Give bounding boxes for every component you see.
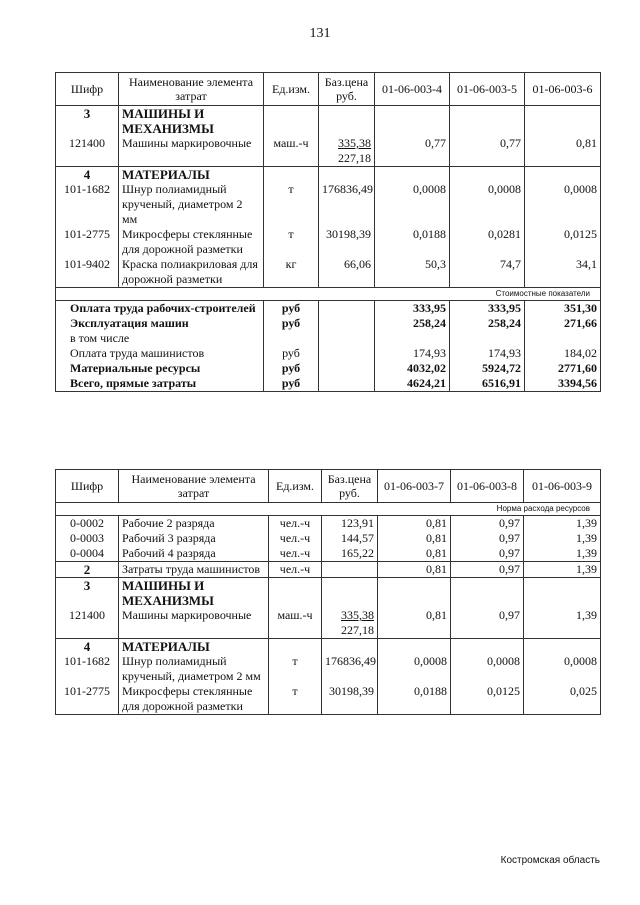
row-value-3: 34,1: [525, 257, 601, 288]
col-header-norm-2: 01-06-003-5: [450, 73, 525, 106]
table-row: [56, 257, 601, 288]
cost-value-2: 333,95: [450, 301, 525, 317]
row-value-2: 0,0281: [450, 227, 525, 257]
table-row: [56, 531, 601, 546]
row-unit: т: [269, 684, 322, 715]
col-header-norm-2: 01-06-003-8: [451, 470, 524, 503]
col-header-code: Шифр: [56, 73, 119, 106]
row-value-2: 0,0008: [450, 182, 525, 227]
table-row: [56, 684, 601, 715]
row-value-2: 0,97: [451, 608, 524, 639]
row-value-1: 0,0008: [378, 654, 451, 684]
row-price: 123,91: [322, 516, 378, 532]
cost-value-2: 5924,72: [450, 361, 525, 376]
table-row: [56, 227, 601, 257]
cost-unit: руб: [264, 316, 319, 346]
row-value-1: 0,0008: [375, 182, 450, 227]
cost-value-3: 2771,60: [525, 361, 601, 376]
row-code: 2: [56, 562, 119, 578]
row-value-1: 50,3: [375, 257, 450, 288]
section-title: МАТЕРИАЛЫ: [119, 167, 264, 183]
row-price: [319, 136, 375, 167]
col-header-name: Наименование элемента затрат: [119, 73, 264, 106]
col-header-norm-3: 01-06-003-9: [524, 470, 601, 503]
col-header-unit: Ед.изм.: [264, 73, 319, 106]
section-row: [56, 578, 601, 609]
section-row: [56, 639, 601, 655]
col-header-norm-3: 01-06-003-6: [525, 73, 601, 106]
section-code: 4: [56, 639, 119, 655]
cost-value-2: 6516,91: [450, 376, 525, 392]
col-header-norm-1: 01-06-003-7: [378, 470, 451, 503]
cost-row: [56, 346, 601, 361]
row-value-3: 0,0125: [525, 227, 601, 257]
table-header: [56, 470, 601, 503]
row-name: Рабочие 2 разряда: [119, 516, 269, 532]
row-value-1: 0,81: [378, 531, 451, 546]
section-title: МАШИНЫ И МЕХАНИЗМЫ: [119, 578, 269, 609]
table-row: [56, 608, 601, 639]
cost-value-3: 351,30: [525, 301, 601, 317]
price-top: 335,38: [341, 608, 374, 622]
cost-row: [56, 376, 601, 392]
row-value-2: 0,0008: [451, 654, 524, 684]
row-value-1: 0,81: [378, 562, 451, 578]
cost-value-3: 3394,56: [525, 376, 601, 392]
row-name: Машины маркировочные: [119, 608, 269, 639]
cost-name: Оплата труда рабочих-строителей: [56, 301, 264, 317]
cost-value-1: 333,95: [375, 301, 450, 317]
row-value-2: 0,0125: [451, 684, 524, 715]
row-value-3: 0,0008: [525, 182, 601, 227]
cost-unit: руб: [264, 301, 319, 317]
row-value-1: 0,81: [378, 608, 451, 639]
row-value-2: 0,97: [451, 562, 524, 578]
row-value-2: 0,77: [450, 136, 525, 167]
row-code: 0-0003: [56, 531, 119, 546]
row-name: Рабочий 3 разряда: [119, 531, 269, 546]
page-number: 131: [309, 26, 331, 41]
row-value-3: 1,39: [524, 562, 601, 578]
cost-value-2: 258,24: [450, 316, 525, 346]
row-unit: т: [269, 654, 322, 684]
price-top: 335,38: [338, 136, 371, 150]
row-code: 0-0004: [56, 546, 119, 562]
row-price: 176836,49: [319, 182, 375, 227]
section-code: 4: [56, 167, 119, 183]
cost-name-note: в том числе: [70, 331, 130, 345]
row-value-1: 0,81: [378, 546, 451, 562]
subheader: Норма расхода ресурсов: [56, 503, 601, 516]
col-header-name: Наименование элемента затрат: [119, 470, 269, 503]
col-header-code: Шифр: [56, 470, 119, 503]
row-unit: чел.-ч: [269, 531, 322, 546]
row-name: Машины маркировочные: [119, 136, 264, 167]
section-code: 3: [56, 578, 119, 609]
cost-name: Всего, прямые затраты: [56, 376, 264, 392]
row-name: Рабочий 4 разряда: [119, 546, 269, 562]
row-price: 66,06: [319, 257, 375, 288]
cost-value-1: 4624,21: [375, 376, 450, 392]
row-value-3: 1,39: [524, 546, 601, 562]
row-value-3: 1,39: [524, 608, 601, 639]
table-row: [56, 562, 601, 578]
cost-row: [56, 361, 601, 376]
row-price: 176836,49: [322, 654, 378, 684]
cost-value-2: 174,93: [450, 346, 525, 361]
table-row: [56, 182, 601, 227]
cost-unit: руб: [264, 346, 319, 361]
row-value-2: 0,97: [451, 531, 524, 546]
row-value-3: 1,39: [524, 516, 601, 532]
row-value-3: 0,025: [524, 684, 601, 715]
price-bottom: 227,18: [341, 623, 374, 637]
row-value-1: 0,77: [375, 136, 450, 167]
row-unit: т: [264, 182, 319, 227]
cost-value-1: 174,93: [375, 346, 450, 361]
resource-table-1: [55, 72, 601, 392]
row-value-2: 0,97: [451, 516, 524, 532]
subheader: Стоимостные показатели: [56, 288, 601, 301]
row-value-2: 74,7: [450, 257, 525, 288]
price-bottom: 227,18: [338, 151, 371, 165]
section-row: [56, 167, 601, 183]
table-header: [56, 73, 601, 106]
cost-value-1: 258,24: [375, 316, 450, 346]
section-title: МАШИНЫ И МЕХАНИЗМЫ: [119, 106, 264, 137]
resource-table-2: [55, 469, 601, 715]
row-price: 144,57: [322, 531, 378, 546]
row-code: 121400: [56, 136, 119, 167]
row-unit: маш.-ч: [264, 136, 319, 167]
col-header-price: Баз.цена руб.: [319, 73, 375, 106]
row-code: 121400: [56, 608, 119, 639]
cost-unit: руб: [264, 376, 319, 392]
cost-value-3: 184,02: [525, 346, 601, 361]
row-code: 101-2775: [56, 684, 119, 715]
row-name: Шнур полиамидный крученый, диаметром 2 мм: [119, 654, 269, 684]
subheader-row: [56, 503, 601, 516]
row-code: 101-9402: [56, 257, 119, 288]
row-code: 101-1682: [56, 182, 119, 227]
section-code: 3: [56, 106, 119, 137]
row-code: 0-0002: [56, 516, 119, 532]
row-price: 165,22: [322, 546, 378, 562]
row-unit: чел.-ч: [269, 546, 322, 562]
row-unit: т: [264, 227, 319, 257]
row-unit: чел.-ч: [269, 516, 322, 532]
row-name: Микросферы стеклянные для дорожной разметки: [119, 227, 264, 257]
row-unit: кг: [264, 257, 319, 288]
row-price: 30198,39: [322, 684, 378, 715]
row-name: Шнур полиамидный крученый, диаметром 2 мм: [119, 182, 264, 227]
cost-row: [56, 316, 601, 346]
row-value-3: 1,39: [524, 531, 601, 546]
row-price: 30198,39: [319, 227, 375, 257]
row-code: 101-2775: [56, 227, 119, 257]
cost-name-main: Эксплуатация машин: [70, 316, 189, 330]
table-row: [56, 546, 601, 562]
row-code: 101-1682: [56, 654, 119, 684]
cost-row: [56, 301, 601, 317]
section-title: МАТЕРИАЛЫ: [119, 639, 269, 655]
cost-name: [56, 316, 264, 346]
row-price: [322, 608, 378, 639]
row-value-2: 0,97: [451, 546, 524, 562]
cost-name: Оплата труда машинистов: [56, 346, 264, 361]
row-value-1: 0,0188: [375, 227, 450, 257]
cost-name: Материальные ресурсы: [56, 361, 264, 376]
table-row: [56, 516, 601, 532]
table-row: [56, 136, 601, 167]
row-value-3: 0,81: [525, 136, 601, 167]
cost-value-3: 271,66: [525, 316, 601, 346]
section-row: [56, 106, 601, 137]
row-name: Затраты труда машинистов: [119, 562, 269, 578]
col-header-price: Баз.цена руб.: [322, 470, 378, 503]
row-unit: чел.-ч: [269, 562, 322, 578]
footer-region: Костромская область: [500, 855, 600, 866]
row-value-1: 0,0188: [378, 684, 451, 715]
cost-unit: руб: [264, 361, 319, 376]
row-name: Микросферы стеклянные для дорожной разметки: [119, 684, 269, 715]
subheader-row: [56, 288, 601, 301]
table-row: [56, 654, 601, 684]
col-header-unit: Ед.изм.: [269, 470, 322, 503]
row-unit: маш.-ч: [269, 608, 322, 639]
row-value-3: 0,0008: [524, 654, 601, 684]
cost-value-1: 4032,02: [375, 361, 450, 376]
row-value-1: 0,81: [378, 516, 451, 532]
col-header-norm-1: 01-06-003-4: [375, 73, 450, 106]
row-name: Краска полиакриловая для дорожной разметки: [119, 257, 264, 288]
